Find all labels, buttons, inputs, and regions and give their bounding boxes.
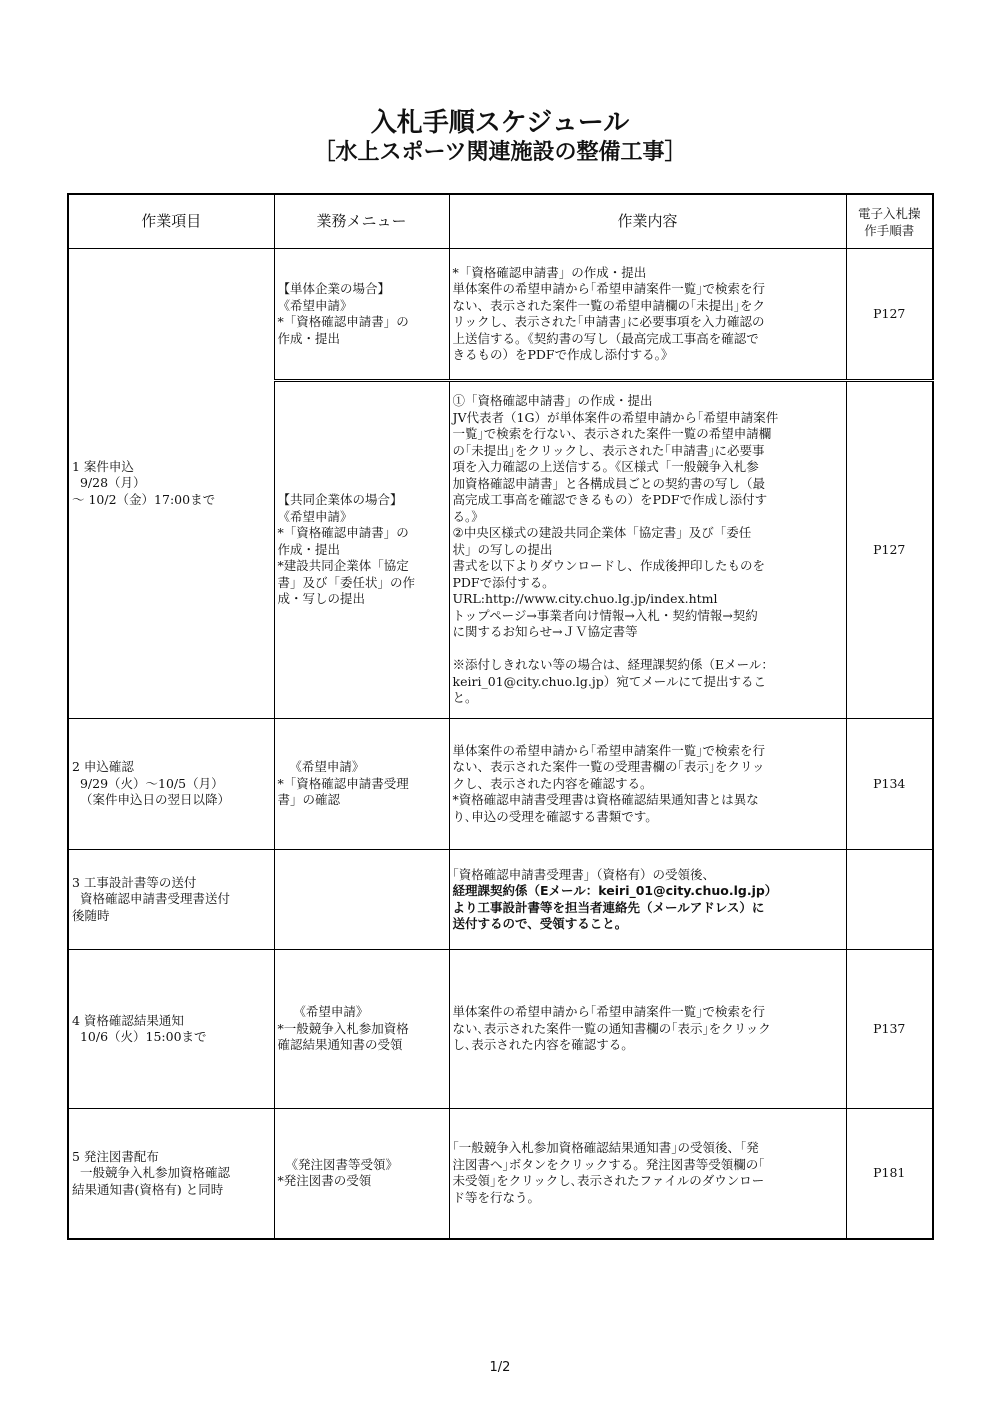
manual-page-5: P181: [846, 1109, 933, 1239]
content-3-plain: ｢資格確認申請書受理書｣（資格有）の受領後、: [452, 866, 716, 882]
menu-cell-5: 《発注図書等受領》 *発注図書の受領: [274, 1109, 449, 1239]
manual-page-3: [846, 850, 933, 950]
content-cell-5: ｢一般競争入札参加資格確認結果通知書｣の受領後、｢発 注図書へ｣ボタンをクリックする。発注図書等受領欄の｢ 未受領｣をクリックし､表示されたファイルのダウンロー ド等を行なう。: [449, 1109, 846, 1239]
table-header-row: [68, 194, 933, 249]
page-title: 入札手順スケジュール: [370, 108, 630, 138]
menu-cell-3: [274, 850, 449, 950]
table-row: [68, 850, 933, 950]
content-3-bold: 経理課契約係（Eメール：keiri_01@city.chuo.lg.jp） より工事設計書等を担当者連絡先（メールアドレス）に 送付するので、受領すること。: [452, 883, 778, 931]
manual-page-2: P134: [846, 719, 933, 850]
table-row: [68, 719, 933, 850]
content-cell-2: 単体案件の希望申請から｢希望申請案件一覧｣で検索を行 ない、表示された案件一覧の受理書欄の｢表示｣をクリッ クし、表示された内容を確認する。 *資格確認申請書受理書は資格確認結果通知書とは異な り､申込の受理を確認する書類です。: [449, 719, 846, 850]
content-cell-4: 単体案件の希望申請から｢希望申請案件一覧｣で検索を行 ない､表示された案件一覧の通知書欄の｢表示｣をクリック し､表示された内容を確認する。: [449, 950, 846, 1109]
content-cell-1b: ①「資格確認申請書」の作成・提出 JV代表者（1G）が単体案件の希望申請から｢希望申請案件 一覧｣で検索を行ない、表示された案件一覧の希望申請欄 の｢未提出｣をクリックし、表示された｢申請書｣に必要事 項を入力確認の上送信する。《区様式「一般競争入札参 加資格確認申請書」と各構成員ごとの契約書の写し（最 高完成工事高を確認できるもの）をPDFで作成し添付す る。》 ②中央区様式の建設共同企業体「協定書」及び「委任 状」の写しの提出 書式を以下よりダウンロードし、作成後押印したものを PDFで添付する。 URL:http://www.city.chuo.lg.jp/index.html トップページ→事業者向け情報→入札・契約情報→契約 に関するお知らせ→ＪＶ協定書等 ※添付しきれない等の場合は、経理課契約係（Eメール： keiri_01@city.chuo.lg.jp）宛てメールにて提出するこ と。: [449, 381, 846, 719]
table-row: [68, 1109, 933, 1239]
header-menu: 業務メニュー: [274, 194, 449, 249]
item-cell-4: 4 資格確認結果通知 10/6（火）15:00まで: [68, 950, 274, 1109]
content-cell-1a: *「資格確認申請書」の作成・提出 単体案件の希望申請から｢希望申請案件一覧｣で検索を行 ない、表示された案件一覧の希望申請欄の｢未提出｣をク リックし、表示された｢申請書｣に必要事項を入力確認の 上送信する。《契約書の写し（最高完成工事高を確認で きるもの）をPDFで作成し添付する。》: [449, 249, 846, 381]
manual-page-1a: P127: [846, 249, 933, 381]
schedule-table: [67, 193, 934, 1240]
menu-cell-4: 《希望申請》 *一般競争入札参加資格 確認結果通知書の受領: [274, 950, 449, 1109]
header-item: 作業項目: [68, 194, 274, 249]
page-subtitle: ［水上スポーツ関連施設の整備工事］: [313, 140, 687, 165]
item-cell-3: 3 工事設計書等の送付 資格確認申請書受理書送付 後随時: [68, 850, 274, 950]
table-row: [68, 950, 933, 1109]
content-cell-3: [449, 850, 846, 950]
manual-page-4: P137: [846, 950, 933, 1109]
header-content: 作業内容: [449, 194, 846, 249]
menu-cell-2: 《希望申請》 *「資格確認申請書受理 書」の確認: [274, 719, 449, 850]
item-cell-5: 5 発注図書配布 一般競争入札参加資格確認 結果通知書(資格有) と同時: [68, 1109, 274, 1239]
manual-page-1b: P127: [846, 381, 933, 719]
table-row: [68, 249, 933, 381]
item-cell-1: 1 案件申込 9/28（月） ～ 10/2（金）17:00まで: [68, 249, 274, 719]
item-cell-2: 2 申込確認 9/29（火）～10/5（月） （案件申込日の翌日以降）: [68, 719, 274, 850]
menu-cell-1a: 【単体企業の場合】 《希望申請》 *「資格確認申請書」の 作成・提出: [274, 249, 449, 381]
menu-cell-1b: 【共同企業体の場合】 《希望申請》 *「資格確認申請書」の 作成・提出 *建設共同企業体「協定 書」及び「委任状」の作 成・写しの提出: [274, 381, 449, 719]
header-manual: 電子入札操 作手順書: [846, 194, 933, 249]
page-number: 1/2: [489, 1360, 511, 1375]
